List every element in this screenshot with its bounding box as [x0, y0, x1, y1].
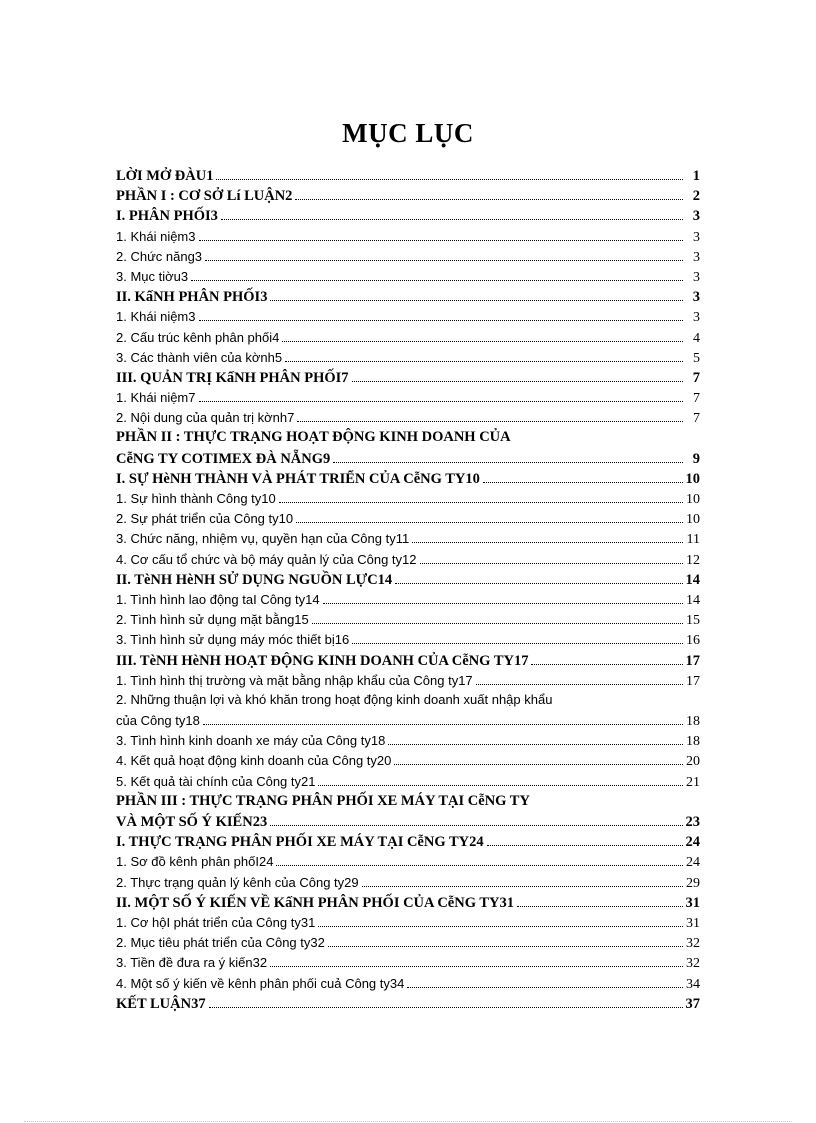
toc-page-number: 2 [692, 188, 700, 205]
toc-page-number: 7 [693, 411, 700, 427]
toc-entry [116, 831, 700, 851]
toc-page-number: 5 [693, 350, 700, 366]
toc-leader-dots [191, 266, 683, 281]
toc-page-number: 31 [685, 894, 700, 911]
toc-leader-dots [487, 831, 683, 846]
toc-page-number: 14 [686, 592, 700, 608]
toc-leader-dots [420, 549, 684, 564]
toc-entry-text: 1. Tình hình thị trường và mặt bằng nhập khẩu của Công ty17 [116, 672, 473, 688]
toc-entry-text: 2. Tình hình sử dụng mặt bằng15 [116, 612, 309, 628]
toc-entry [116, 205, 700, 225]
toc-entry-text: I. SỰ HèNH THÀNH VÀ PHÁT TRIỂN CỦA CễNG TY10 [116, 470, 480, 487]
toc-leader-dots [531, 650, 682, 665]
toc-leader-dots [296, 508, 683, 523]
toc-entry [116, 609, 700, 629]
toc-entry-text: của Công ty18 [116, 713, 200, 729]
toc-leader-dots [318, 771, 683, 786]
toc-entry [116, 650, 700, 670]
toc-page-number: 37 [685, 995, 700, 1012]
toc-entry-text: 1. Khái niệm3 [116, 228, 196, 244]
toc-leader-dots [388, 730, 683, 745]
toc-entry [116, 952, 700, 972]
toc-leader-dots [205, 246, 683, 261]
toc-entry [116, 226, 700, 246]
toc-leader-dots [312, 609, 683, 624]
toc-page-number: 12 [686, 552, 700, 568]
toc-page-number: 14 [685, 571, 700, 588]
toc-entry-text: 2. Sự phát triển của Công ty10 [116, 511, 294, 527]
toc-leader-dots [295, 185, 683, 200]
toc-entry [116, 932, 700, 952]
toc-entry-text: 5. Kết quả tài chính của Công ty21 [116, 773, 316, 789]
toc-entry [116, 246, 700, 266]
toc-entry-text: 2. Mục tiêu phát triển của Công ty32 [116, 935, 325, 951]
toc-leader-dots [221, 205, 683, 220]
toc-entry-text: 4. Cơ cấu tổ chức và bộ máy quản lý của Công ty12 [116, 551, 417, 567]
toc-page-number: 10 [686, 492, 700, 507]
toc-entry [116, 549, 700, 569]
toc-entry [116, 528, 700, 548]
toc-entry-text: II. KấNH PHÂN PHỐI3 [116, 289, 268, 306]
toc-entry [116, 185, 700, 205]
toc-page-number: 21 [686, 774, 700, 790]
toc-page-number: 3 [693, 229, 700, 245]
toc-entry [116, 670, 700, 690]
toc-entry-text: 3. Tình hình kinh doanh xe máy của Công ty18 [116, 733, 386, 749]
toc-page-number: 3 [693, 249, 700, 265]
toc-entry-text: 3. Tiền đề đưa ra ý kiến32 [116, 955, 268, 971]
toc-entry-text: 2. Nội dung của quản trị kờnh7 [116, 410, 295, 426]
toc-page-number: 7 [693, 391, 700, 407]
toc-entry-text: II. TèNH HèNH SỬ DỤNG NGUỒN LỰC14 [116, 571, 393, 588]
toc-leader-dots [199, 226, 684, 241]
toc-entry [116, 508, 700, 528]
toc-entry-text: III. TèNH HèNH HOẠT ĐỘNG KINH DOANH CỦA CễNG TY17 [116, 652, 529, 669]
toc-entry-text: 2. Thực trạng quản lý kênh của Công ty29 [116, 874, 359, 890]
toc-page-number: 3 [693, 269, 700, 285]
toc-entry-text: 3. Mục tiờu3 [116, 268, 189, 284]
toc-entry-text: 1. Cơ hộI phát triển của Công ty31 [116, 914, 316, 930]
toc-leader-dots [323, 589, 683, 604]
toc-entry-text: 3. Tình hình sử dụng máy móc thiết bị16 [116, 632, 350, 648]
toc-page-number: 1 [692, 168, 700, 184]
toc-entry-text: 4. Kết quả hoạt động kinh doanh của Công ty20 [116, 753, 392, 769]
toc-entry [116, 912, 700, 932]
toc-entry [116, 468, 700, 488]
toc-entry-text: 1. Khái niệm3 [116, 309, 196, 325]
toc-leader-dots [318, 912, 683, 927]
toc-page-number: 20 [686, 754, 700, 770]
footer-divider [24, 1121, 792, 1122]
toc-entry-text: 2. Cấu trúc kênh phân phối4 [116, 329, 280, 345]
toc-entry [116, 629, 700, 649]
toc-page-number: 3 [692, 208, 700, 225]
toc-page-number: 32 [686, 936, 700, 952]
toc-entry [116, 306, 700, 326]
toc-leader-dots [412, 528, 683, 543]
toc-page-number: 4 [693, 330, 700, 346]
toc-entry-text: 1. Khái niệm7 [116, 390, 196, 406]
toc-entry [116, 710, 700, 730]
toc-entry [116, 973, 700, 993]
toc-entry-text: CễNG TY COTIMEX ĐÀ NẴNG9 [116, 450, 331, 467]
toc-leader-dots [476, 670, 683, 685]
toc-page-number: 7 [692, 369, 700, 386]
toc-page-number: 17 [686, 673, 700, 689]
toc-page-number: 32 [686, 956, 700, 972]
toc-entry-text: 2. Những thuận lợi và khó khăn trong hoạt động kinh doanh xuất nhập khẩu [116, 691, 553, 707]
toc-page-number: 3 [693, 310, 700, 326]
toc-entry [116, 448, 700, 468]
toc-entry [116, 771, 700, 791]
toc-leader-dots [352, 367, 683, 382]
toc-entry [116, 589, 700, 609]
toc-page-number: 9 [692, 450, 700, 467]
toc-entry [116, 407, 700, 427]
toc-leader-dots [395, 569, 682, 584]
toc-page-number: 34 [686, 976, 700, 992]
toc-leader-dots [216, 165, 683, 180]
toc-entry [116, 690, 700, 710]
toc-entry-text: 1. Sơ đồ kênh phân phốI24 [116, 854, 274, 870]
toc-leader-dots [276, 851, 683, 866]
toc-entry-text: 1. Sự hình thành Công ty10 [116, 491, 276, 506]
toc-page-number: 23 [685, 814, 700, 830]
toc-leader-dots [199, 387, 684, 402]
toc-entry-text: PHẦN III : THỰC TRẠNG PHÂN PHỐI XE MÁY TẠI CễNG TY [116, 792, 530, 809]
toc-entry [116, 367, 700, 387]
toc-entry [116, 387, 700, 407]
toc-entry-text: 1. Tình hình lao động taI Công ty14 [116, 591, 320, 607]
toc-entry [116, 286, 700, 306]
toc-leader-dots [203, 710, 683, 725]
toc-page-number: 16 [686, 633, 700, 649]
toc-page-number: 31 [686, 915, 700, 931]
toc-entry-text: 2. Chức năng3 [116, 248, 203, 264]
toc-entry [116, 730, 700, 750]
table-of-contents [116, 165, 700, 1013]
toc-page-number: 24 [686, 855, 700, 871]
toc-page-number: 18 [686, 734, 700, 750]
toc-entry-text: II. MỘT SỐ Ý KIẾN VỀ KấNH PHÂN PHỐI CỦA CễNG TY31 [116, 894, 514, 911]
toc-leader-dots [333, 448, 683, 463]
toc-page-number: 11 [686, 532, 700, 548]
toc-entry-text: 3. Các thành viên của kờnh5 [116, 349, 283, 365]
toc-entry-text: LỜI MỞ ĐÀU1 [116, 168, 214, 184]
toc-leader-dots [270, 811, 682, 826]
toc-entry-text: PHẦN II : THỰC TRẠNG HOẠT ĐỘNG KINH DOANH CỦA [116, 429, 511, 446]
toc-page-number: 15 [686, 613, 700, 629]
toc-leader-dots [407, 973, 683, 988]
toc-page-number: 10 [685, 470, 700, 487]
toc-leader-dots [279, 488, 683, 503]
toc-leader-dots [483, 468, 683, 483]
toc-leader-dots [270, 952, 683, 967]
toc-entry [116, 872, 700, 892]
toc-entry [116, 427, 700, 447]
toc-leader-dots [362, 872, 683, 887]
toc-page-number: 3 [692, 289, 700, 306]
toc-entry [116, 993, 700, 1013]
toc-entry-text: 4. Một số ý kiến về kênh phân phối cuả Công ty34 [116, 975, 405, 991]
toc-entry-text: I. PHÂN PHỐI3 [116, 208, 218, 225]
toc-leader-dots [270, 286, 683, 301]
toc-page-number: 18 [686, 714, 700, 730]
toc-entry [116, 165, 700, 185]
toc-entry [116, 569, 700, 589]
toc-leader-dots [209, 993, 683, 1008]
toc-leader-dots [297, 407, 683, 422]
toc-entry [116, 892, 700, 912]
toc-page-number: 24 [685, 834, 700, 851]
page-title: MỤC LỤC [342, 118, 474, 148]
toc-page-number: 29 [686, 875, 700, 891]
toc-leader-dots [394, 750, 683, 765]
toc-leader-dots [352, 629, 683, 644]
toc-entry [116, 791, 700, 811]
toc-leader-dots [285, 347, 683, 362]
toc-entry-text: 3. Chức năng, nhiệm vụ, quyền hạn của Công ty11 [116, 531, 410, 547]
toc-leader-dots [517, 892, 683, 907]
toc-entry-text: VÀ MỘT SỐ Ý KIẾN23 [116, 814, 268, 830]
toc-entry [116, 347, 700, 367]
toc-entry [116, 811, 700, 831]
toc-entry [116, 750, 700, 770]
toc-entry-text: I. THỰC TRẠNG PHÂN PHỐI XE MÁY TẠI CễNG TY24 [116, 834, 484, 851]
toc-leader-dots [282, 327, 683, 342]
toc-leader-dots [199, 306, 684, 321]
toc-entry [116, 266, 700, 286]
toc-page-number: 17 [685, 652, 700, 669]
toc-page-number: 10 [686, 512, 700, 528]
toc-entry [116, 488, 700, 508]
toc-entry [116, 851, 700, 871]
toc-leader-dots [328, 932, 683, 947]
toc-entry [116, 327, 700, 347]
toc-entry-text: KẾT LUẬN37 [116, 995, 206, 1012]
toc-entry-text: PHẦN I : CƠ SỞ Lí LUẬN2 [116, 188, 293, 205]
toc-entry-text: III. QUẢN TRỊ KấNH PHÂN PHỐI7 [116, 369, 349, 386]
